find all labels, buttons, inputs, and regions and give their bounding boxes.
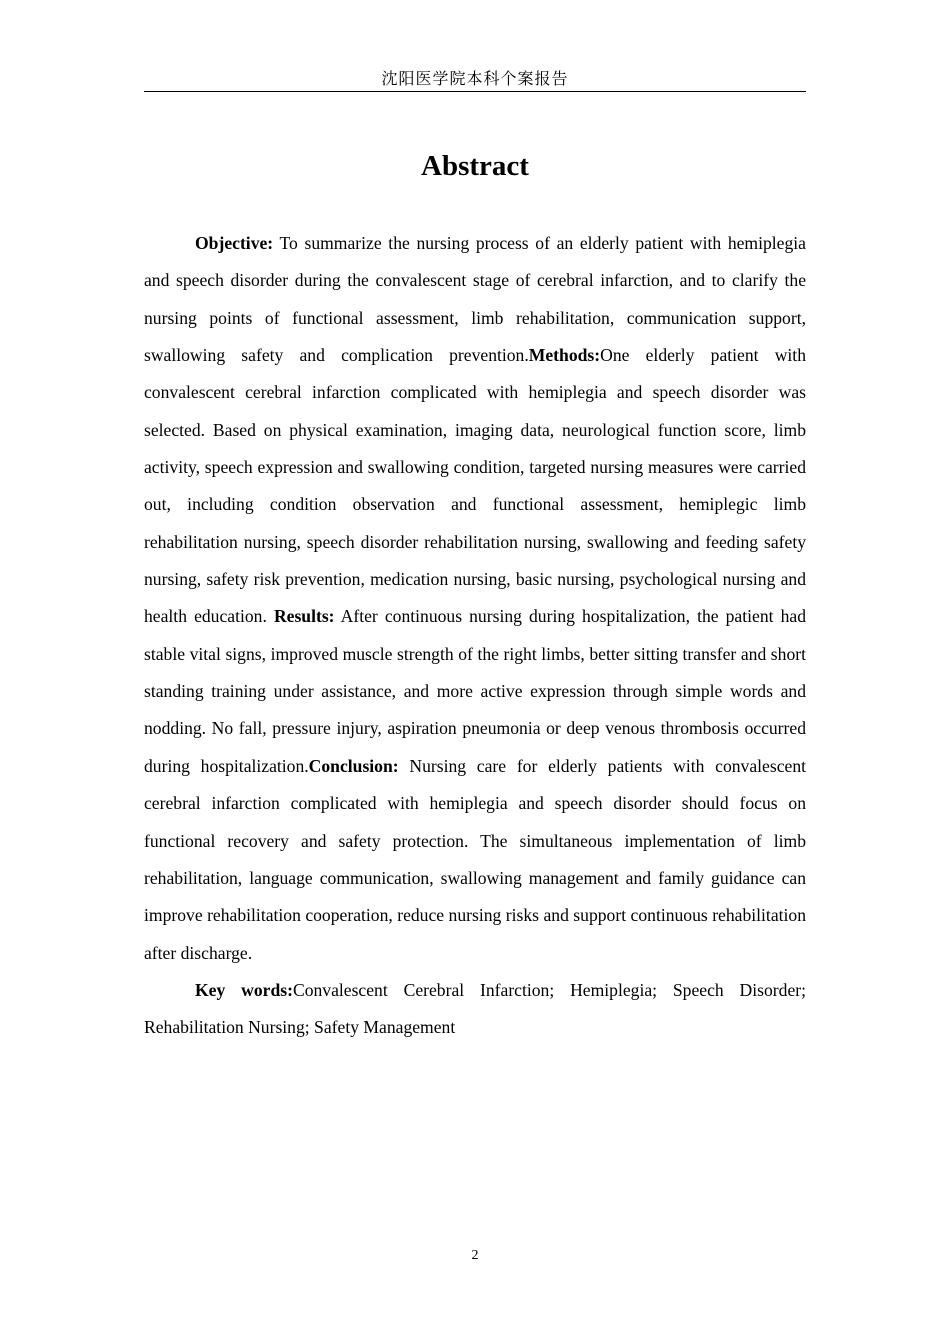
page-number: 2 xyxy=(471,1248,479,1263)
methods-label: Methods: xyxy=(528,345,601,366)
keywords-label: Key words: xyxy=(195,979,293,1000)
abstract-body xyxy=(144,225,806,1047)
results-label: Results: xyxy=(273,606,335,627)
running-header: 沈阳医学院本科个案报告 xyxy=(381,69,569,88)
objective-text: To summarize the nursing process of an elderly patient with hemiplegia and speech disorder during the convalescent stage of cerebral infarction, and to clarify the nursing points of functional assessment, limb rehabilitation, communication support, swallowing safety and complication prevention. xyxy=(144,233,806,366)
methods-text: One elderly patient with convalescent cerebral infarction complicated with hemiplegia and speech disorder was selected. Based on physical examination, imaging data, neurological function score, limb activity, speech expression and swallowing condition, targeted nursing measures were carried out, including condition observation and functional assessment, hemiplegic limb rehabilitation nursing, speech disorder rehabilitation nursing, swallowing and feeding safety nursing, safety risk prevention, medication nursing, basic nursing, psychological nursing and health education. xyxy=(144,345,806,627)
objective-label: Objective: xyxy=(195,233,274,253)
abstract-paragraph xyxy=(144,225,806,972)
keywords-paragraph xyxy=(144,972,806,1047)
results-text: After continuous nursing during hospitalization, the patient had stable vital signs, improved muscle strength of the right limbs, better sitting transfer and short standing training under assistance, and more active expression through simple words and nodding. No fall, pressure injury, aspiration pneumonia or deep venous thrombosis occurred during hospitalization. xyxy=(144,606,806,776)
conclusion-label: Conclusion: xyxy=(308,755,399,776)
conclusion-text: Nursing care for elderly patients with convalescent cerebral infarction complicated with hemiplegia and speech disorder should focus on functional recovery and safety protection. The simultaneous implementation of limb rehabilitation, language communication, swallowing management and family guidance can improve rehabilitation cooperation, reduce nursing risks and support continuous rehabilitation after discharge. xyxy=(144,755,807,963)
keywords-text: Convalescent Cerebral Infarction; Hemiplegia; Speech Disorder; Rehabilitation Nursing; Safety Management xyxy=(144,979,806,1038)
header-divider xyxy=(144,91,806,92)
page-title: Abstract xyxy=(421,150,529,182)
